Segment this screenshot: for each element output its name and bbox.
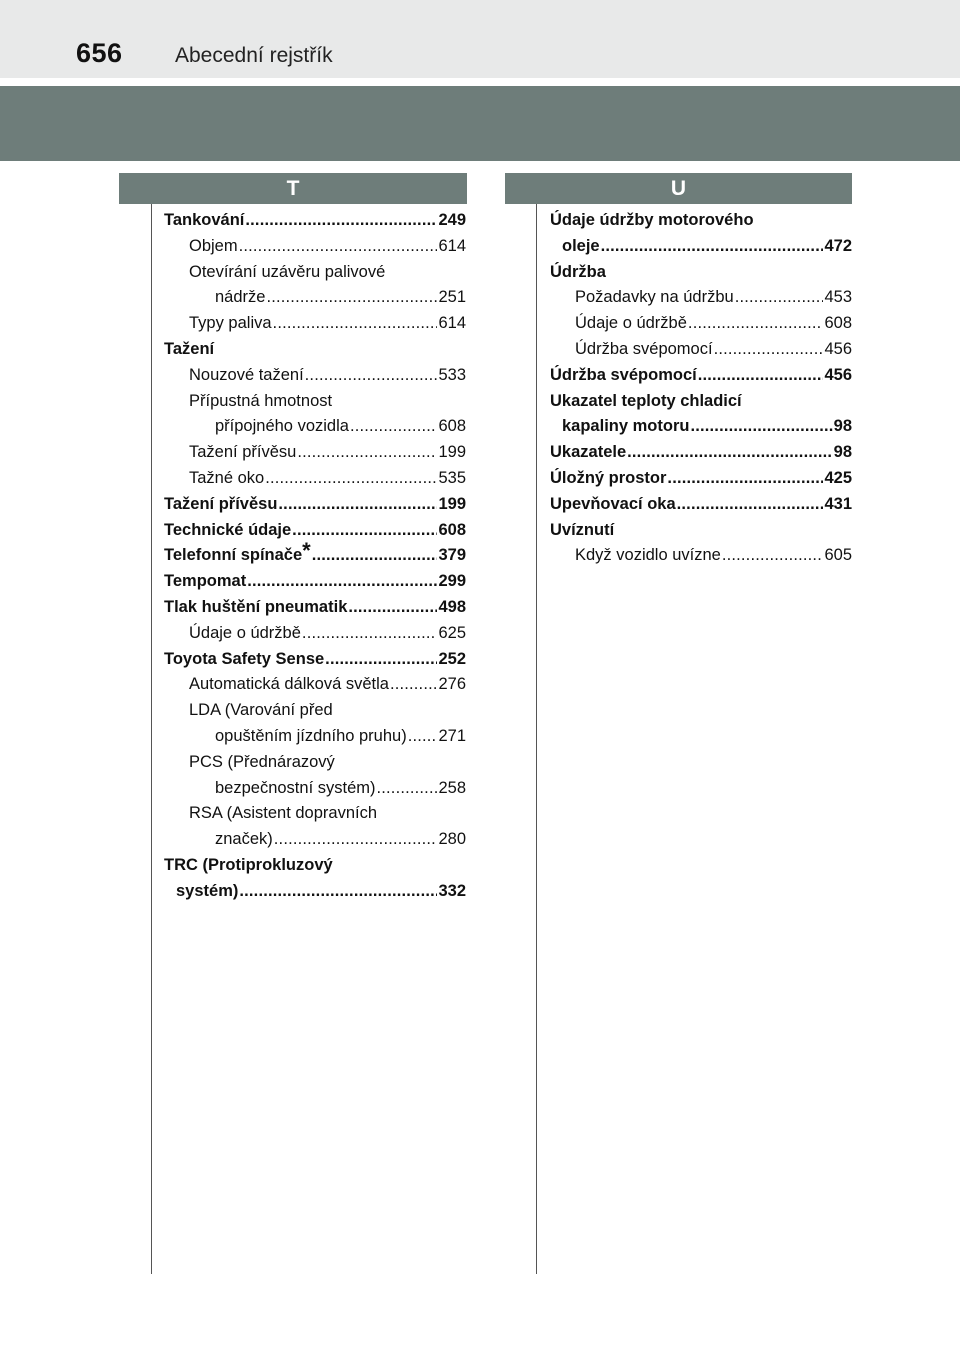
dot-leader [601, 234, 824, 260]
index-entry-kdyz-vozidlo-uvizne [550, 543, 852, 569]
index-entry-nouzove-tazeni [164, 363, 466, 389]
index-entry-system [164, 879, 466, 905]
index-entry-bezpecnostni-system [164, 776, 466, 802]
index-entry-text: Nouzové tažení [189, 365, 304, 384]
dot-leader [377, 776, 438, 802]
index-page-number[interactable]: 249 [438, 211, 466, 229]
index-page-number[interactable]: 425 [824, 468, 852, 487]
index-entry-udaje-udrzby-motoroveho [550, 208, 852, 234]
index-entry-automaticka-dalkova-svetla [164, 672, 466, 698]
index-entry-text: Otevírání uzávěru palivové [189, 262, 386, 281]
index-entry-text: Typy paliva [189, 314, 272, 333]
index-entry-udaje-o-udrzbe [550, 311, 852, 337]
dot-leader [348, 595, 437, 621]
index-page-number[interactable]: 98 [833, 443, 852, 462]
index-entry-pcs-prednarazovy [164, 750, 466, 776]
index-entry-otevirani-uzaveru-palivove [164, 260, 466, 286]
index-page-number[interactable]: 608 [824, 314, 852, 333]
index-page-number[interactable]: 605 [824, 546, 852, 565]
index-entry-text: značek) [215, 830, 273, 849]
index-entry-text: Telefonní spínače [164, 546, 303, 565]
index-page-number[interactable]: 533 [438, 365, 466, 384]
index-column-t [164, 208, 466, 905]
dot-leader [408, 724, 438, 750]
index-entry-text: RSA (Asistent dopravních [189, 804, 378, 823]
index-entry-ulozny-prostor [550, 466, 852, 492]
dot-leader [278, 492, 437, 518]
index-page-number[interactable]: 614 [438, 236, 466, 255]
index-entry-text: Tažné oko [189, 468, 265, 487]
index-column-u [550, 208, 852, 569]
index-entry-tempomat [164, 569, 466, 595]
index-entry-ukazatele [550, 440, 852, 466]
index-page-number[interactable]: 431 [824, 494, 852, 513]
dot-leader [273, 311, 438, 337]
index-page-number[interactable]: 199 [438, 443, 466, 462]
dot-leader [239, 234, 438, 260]
dot-leader [302, 621, 438, 647]
dot-leader [735, 285, 824, 311]
index-page-number[interactable]: 535 [438, 468, 466, 487]
index-entry-text: nádrže [215, 288, 266, 307]
index-entry-tazeni-privesu [164, 440, 466, 466]
index-entry-text: Toyota Safety Sense [164, 649, 325, 668]
index-page-number[interactable]: 498 [438, 597, 466, 616]
index-entry-pozadavky-na-udrzbu [550, 285, 852, 311]
index-entry-rsa-asistent-dopravnich [164, 801, 466, 827]
index-entry-oleje [550, 234, 852, 260]
index-entry-text: Tažení přívěsu [189, 443, 297, 462]
index-entry-upevnovaci-oka [550, 492, 852, 518]
index-entry-text: Když vozidlo uvízne [575, 546, 721, 565]
index-page-number[interactable]: 258 [438, 778, 466, 797]
index-entry-technicke-udaje [164, 518, 466, 544]
index-page-number[interactable]: 98 [833, 417, 852, 436]
dot-leader [627, 440, 833, 466]
index-entry-text: Údaje o údržbě [189, 623, 301, 642]
index-entry-udrzba-svepomoci [550, 337, 852, 363]
page-number: 656 [76, 38, 123, 68]
index-entry-tazne-oko [164, 466, 466, 492]
index-entry-text: Ukazatel teploty chladicí [550, 391, 742, 410]
index-page-number[interactable]: 472 [824, 236, 852, 255]
index-page-number[interactable]: 280 [438, 830, 466, 849]
index-page-number[interactable]: 271 [438, 726, 466, 745]
dot-leader [690, 414, 832, 440]
index-entry-text: Tažení [164, 339, 215, 358]
index-entry-pripustna-hmotnost [164, 389, 466, 415]
index-page-number[interactable]: 299 [438, 572, 466, 591]
column-divider-t [151, 204, 152, 1274]
index-entry-udrzba [550, 260, 852, 286]
index-page-number[interactable]: 379 [438, 546, 466, 565]
index-entry-typy-paliva [164, 311, 466, 337]
index-entry-text: Tankování [164, 211, 245, 229]
letter-header-t: T [119, 173, 467, 204]
index-page-number[interactable]: 276 [438, 675, 466, 694]
index-entry-text: Objem [189, 236, 238, 255]
index-entry-text: bezpečnostní systém) [215, 778, 376, 797]
index-entry-pripojneho-vozidla [164, 414, 466, 440]
column-divider-u [536, 204, 537, 1274]
index-entry-tazeni [164, 337, 466, 363]
index-entry-text: Údaje údržby motorového [550, 211, 754, 229]
index-entry-udaje-o-udrzbe [164, 621, 466, 647]
index-page-number[interactable]: 625 [438, 623, 466, 642]
index-entry-lda-varovani-pred [164, 698, 466, 724]
index-entry-text: opuštěním jízdního pruhu) [215, 726, 407, 745]
index-entry-text: Uvíznutí [550, 520, 615, 539]
index-entry-text: Údržba svépomocí [550, 365, 697, 384]
index-page-number[interactable]: 456 [824, 365, 852, 384]
index-page-number[interactable]: 332 [438, 881, 466, 900]
index-page-number[interactable]: 453 [824, 288, 852, 307]
index-entry-text: Přípustná hmotnost [189, 391, 333, 410]
index-page-number[interactable]: 252 [438, 649, 466, 668]
index-entry-text: Tempomat [164, 572, 247, 591]
index-entry-text: Tažení přívěsu [164, 494, 278, 513]
dot-leader [305, 363, 438, 389]
letter-header-u: U [505, 173, 852, 204]
index-entry-text: PCS (Přednárazový [189, 752, 335, 771]
index-entry-text: Tlak huštění pneumatik [164, 597, 348, 616]
decorative-band [0, 86, 960, 161]
dot-leader [714, 337, 824, 363]
index-page-number[interactable]: 608 [438, 417, 466, 436]
index-entry-text: přípojného vozidla [215, 417, 349, 436]
dot-leader [350, 414, 438, 440]
index-entry-objem [164, 234, 466, 260]
index-page-number[interactable]: 199 [438, 494, 466, 513]
dot-leader [722, 543, 824, 569]
index-entry-toyota-safety-sense [164, 647, 466, 673]
index-entry-tankovani [164, 208, 466, 234]
dot-leader [667, 466, 823, 492]
dot-leader [239, 879, 437, 905]
index-entry-trc-protiprokluzovy [164, 853, 466, 879]
index-entry-nadrze [164, 285, 466, 311]
index-entry-znacek [164, 827, 466, 853]
dot-leader [312, 543, 438, 569]
section-title: Abecední rejstřík [175, 44, 333, 67]
dot-leader [266, 285, 437, 311]
index-entry-text: Údržba svépomocí [575, 339, 713, 358]
index-entry-text: LDA (Varování před [189, 701, 333, 720]
dot-leader [265, 466, 437, 492]
dot-leader [274, 827, 438, 853]
index-entry-opustenim-jizdniho-pruhu [164, 724, 466, 750]
index-entry-udrzba-svepomoci [550, 363, 852, 389]
dot-leader [247, 569, 437, 595]
dot-leader [698, 363, 824, 389]
index-page-number[interactable]: 608 [438, 520, 466, 539]
page-header-bar [0, 0, 960, 78]
index-entry-ukazatel-teploty-chladici [550, 389, 852, 415]
index-entry-text: Upevňovací oka [550, 494, 676, 513]
dot-leader [390, 672, 438, 698]
dot-leader [297, 440, 437, 466]
index-entry-telefonni-spinace: Telefonní spínače * . . . 379 [164, 543, 466, 569]
index-entry-tazeni-privesu [164, 492, 466, 518]
index-entry-text: Ukazatele [550, 443, 627, 462]
index-entry-text: oleje [562, 236, 600, 255]
index-entry-text: Technické údaje [164, 520, 292, 539]
index-page-number[interactable]: 251 [438, 288, 466, 307]
index-entry-text: kapaliny motoru [562, 417, 690, 436]
index-entry-text: Požadavky na údržbu [575, 288, 734, 307]
index-page-number[interactable]: 456 [824, 339, 852, 358]
dot-leader [292, 518, 437, 544]
index-entry-tlak-husteni-pneumatik [164, 595, 466, 621]
dot-leader [688, 311, 824, 337]
dot-leader [325, 647, 437, 673]
dot-leader [245, 208, 437, 234]
index-page-number[interactable]: 614 [438, 314, 466, 333]
index-entry-text: TRC (Protiprokluzový [164, 855, 333, 874]
index-entry-kapaliny-motoru [550, 414, 852, 440]
index-entry-text: Údržba [550, 262, 606, 281]
index-entry-text: systém) [176, 881, 239, 900]
index-entry-text: Automatická dálková světla [189, 675, 389, 694]
index-entry-text: Údaje o údržbě [575, 314, 687, 333]
index-entry-uviznuti [550, 518, 852, 544]
index-entry-text: Úložný prostor [550, 468, 667, 487]
dot-leader [677, 492, 824, 518]
